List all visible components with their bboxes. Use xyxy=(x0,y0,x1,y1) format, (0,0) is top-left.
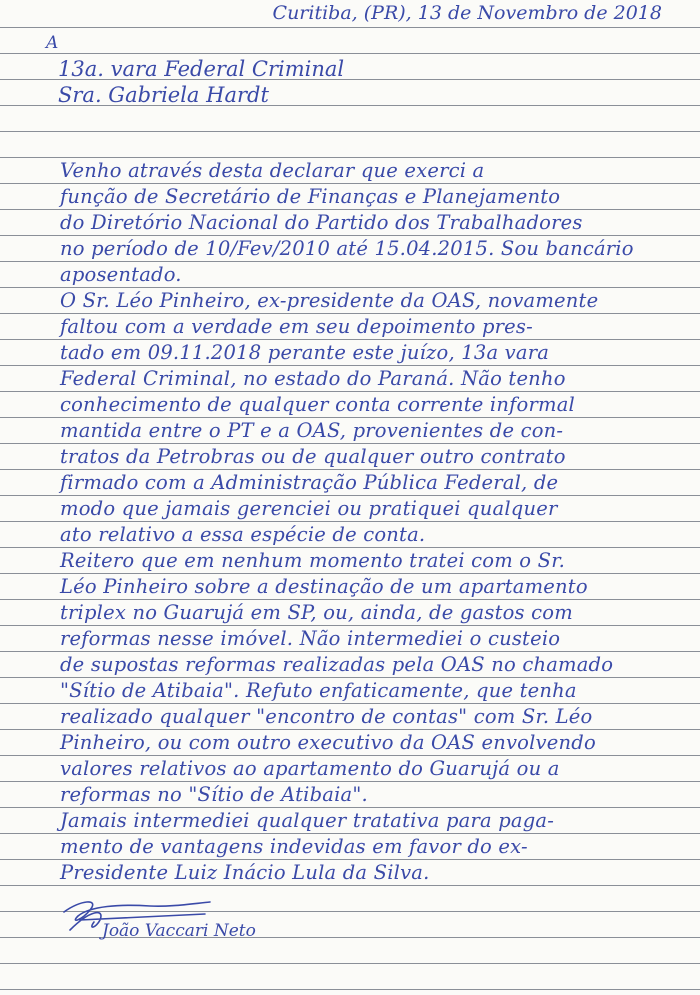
body-line: Léo Pinheiro sobre a destinação de um apartamento xyxy=(60,575,588,598)
body-line: faltou com a verdade em seu depoimento pres- xyxy=(60,315,533,338)
body-line: "Sítio de Atibaia". Refuto enfaticamente, que tenha xyxy=(60,679,577,702)
body-line: firmado com a Administração Pública Federal, de xyxy=(60,471,559,494)
body-line: reformas nesse imóvel. Não intermediei o custeio xyxy=(60,627,561,650)
body-line: modo que jamais gerenciei ou pratiquei qualquer xyxy=(60,497,558,520)
body-line: Pinheiro, ou com outro executivo da OAS envolvendo xyxy=(60,731,596,754)
body-line: Venho através desta declarar que exerci a xyxy=(60,159,485,182)
body-line: valores relativos ao apartamento do Guarujá ou a xyxy=(60,757,560,780)
body-line: função de Secretário de Finanças e Planejamento xyxy=(60,185,561,208)
body-line: Federal Criminal, no estado do Paraná. Não tenho xyxy=(60,367,566,390)
body-line: Jamais intermediei qualquer tratativa para paga- xyxy=(60,809,555,832)
body-line: reformas no "Sítio de Atibaia". xyxy=(60,783,368,806)
recipient-court: 13a. vara Federal Criminal xyxy=(58,57,345,81)
body-line: triplex no Guarujá em SP, ou, ainda, de gastos com xyxy=(60,601,573,624)
body-line: tratos da Petrobras ou de qualquer outro contrato xyxy=(60,445,566,468)
body-line: do Diretório Nacional do Partido dos Trabalhadores xyxy=(60,211,583,234)
recipient-judge: Sra. Gabriela Hardt xyxy=(58,83,269,107)
body-line: Presidente Luiz Inácio Lula da Silva. xyxy=(60,861,430,884)
body-line: realizado qualquer "encontro de contas" com Sr. Léo xyxy=(60,705,593,728)
body-line: no período de 10/Fev/2010 até 15.04.2015. Sou bancário xyxy=(60,237,634,260)
body-line: mento de vantagens indevidas em favor do ex- xyxy=(60,835,528,858)
body-line: Reitero que em nenhum momento tratei com o Sr. xyxy=(60,549,565,572)
body-line: tado em 09.11.2018 perante este juízo, 13a vara xyxy=(60,341,550,364)
body-line: O Sr. Léo Pinheiro, ex-presidente da OAS, novamente xyxy=(60,289,599,312)
body-line: mantida entre o PT e a OAS, provenientes de con- xyxy=(60,419,564,442)
recipient-prefix: A xyxy=(46,33,59,53)
body-line: de supostas reformas realizadas pela OAS no chamado xyxy=(60,653,614,676)
body-line: ato relativo a essa espécie de conta. xyxy=(60,523,426,546)
body-line: conhecimento de qualquer conta corrente informal xyxy=(60,393,575,416)
signature-name: João Vaccari Neto xyxy=(102,921,256,941)
place-date: Curitiba, (PR), 13 de Novembro de 2018 xyxy=(272,2,662,24)
body-line: aposentado. xyxy=(60,263,182,286)
